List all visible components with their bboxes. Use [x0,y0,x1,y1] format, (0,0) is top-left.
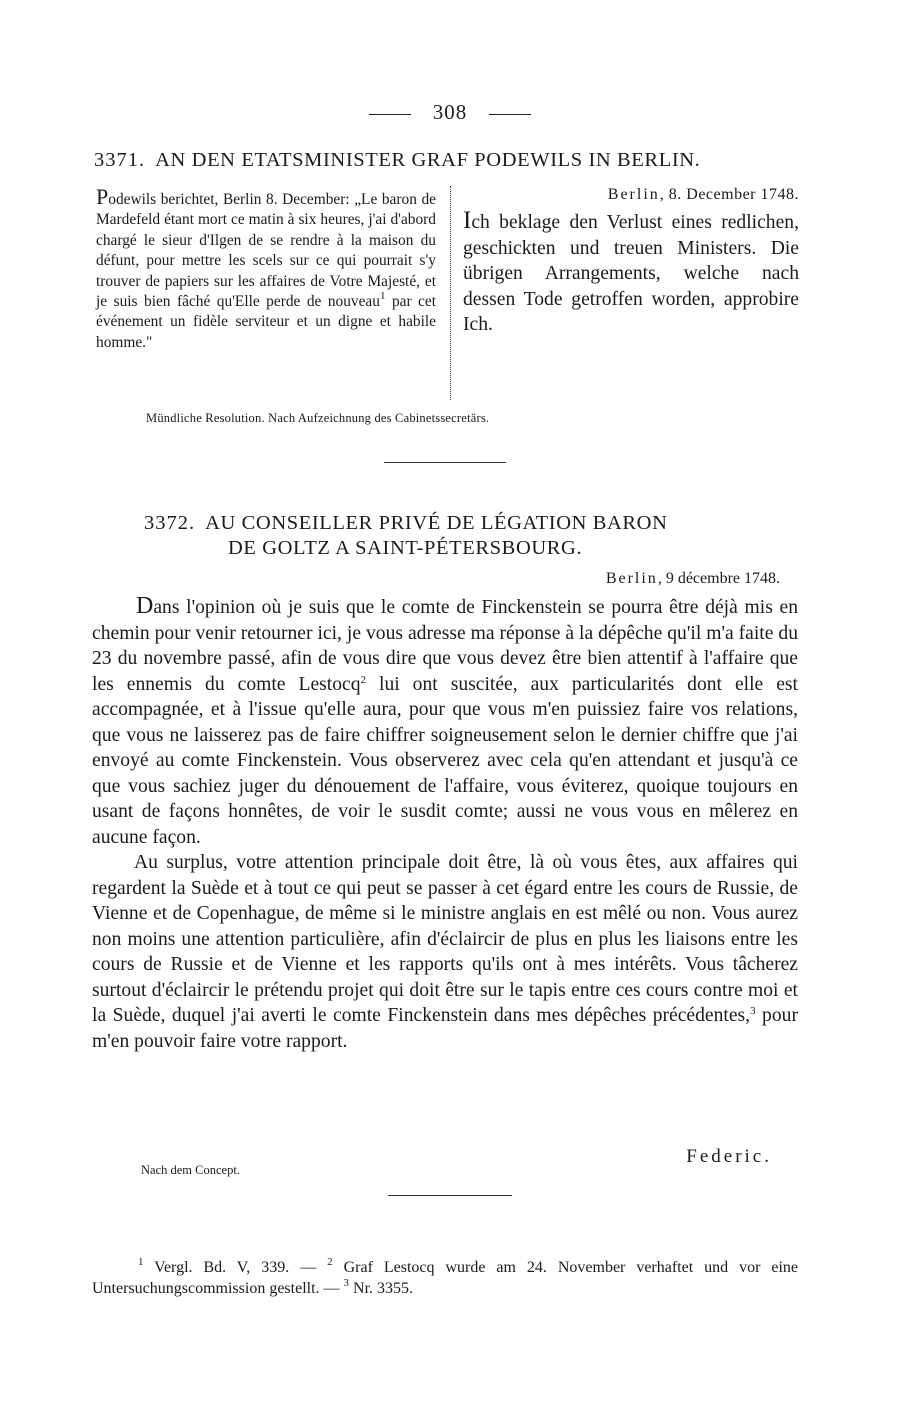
footnote-ref-3: 3 [750,1005,756,1017]
report-text-end: par cet événement un fidèle serviteur et un digne et habile homme." [96,293,437,351]
reply-paragraph [463,208,799,338]
doc-3371-number: 3371. [94,149,146,171]
signature: Federic. [686,1146,772,1167]
dateline-place: Berlin [607,186,660,203]
header-rule-right [489,114,531,115]
footnote-2-text: Graf Lestocq wurde am 24. November verhaftet und vor eine Untersuchungscommission gestellt. — [92,1259,798,1297]
header-rule-left [369,114,411,115]
letter-p2-text-a: Au surplus, votre attention principale doit être, là où vous êtes, aux affaires qui regardent la Suède et à tout ce qui peut se passer à cet égard entre les cours de Russie, de Vienne et de Copenhague, de même si le ministre anglais en est mêlé ou non. Vous aurez non moins une attention particulière, afin d'éclaircir de plus en plus les liaisons entre les cours de Russie et de Vienne et les rapports qu'ils ont à mes intérêts. Vous tâcherez surtout d'éclaircir le prétendu projet qui doit être sur le tapis entre ces cours contre moi et la Suède, duquel j'ai averti le comte Finckenstein dans mes dépêches précédentes, [92,852,798,1026]
doc-3372-dateline [480,570,780,588]
doc-3371-source-note: Mündliche Resolution. Nach Aufzeichnung des Cabinetssecretärs. [146,411,490,425]
doc-3371-dateline [463,186,799,204]
doc-3372-number: 3372. [144,512,196,534]
reply-initial: I [463,207,472,234]
doc-3371-report [96,184,437,353]
footnote-mark-3: 3 [343,1277,350,1289]
report-text: odewils berichtet, Berlin 8. December: „Le baron de Mardefeld étant mort ce matin à six heures, j'ai d'abord chargé le sieur d'Ilgen de se rendre à la maison du défunt, pour mettre les scels sur ce qui pourrait s'y trouver de papiers sur les affaires de Votre Majesté, et je suis bien fâché qu'Elle perde de nouveau [96,191,436,311]
footnote-paragraph [92,1257,798,1299]
footnote-3-text: Nr. 3355. [349,1280,414,1297]
doc-3372-heading [144,511,784,561]
footnote-mark-2: 2 [327,1256,333,1268]
footnote-separator [388,1195,512,1196]
dateline-place: Berlin [605,570,658,587]
doc-3372-letter [92,594,798,1054]
page-number: 308 [432,100,468,124]
doc-3372-title-line1: AU CONSEILLER PRIVÉ DE LÉGATION BARON [205,512,668,534]
column-divider [450,186,451,400]
doc-3371-reply [463,186,799,338]
letter-paragraph-2 [92,850,798,1054]
section-separator [384,462,506,463]
dateline-date: , 9 décembre 1748. [657,570,780,587]
doc-3371-heading [94,149,814,172]
reply-text: ch beklage den Verlust eines redlichen, geschickten und treuen Ministers. Die übrigen Arrangements, welche nach dessen Tode getroffen worden, approbire Ich. [463,212,799,335]
footnote-mark-1: 1 [138,1256,144,1268]
dateline-date: , 8. December 1748. [659,186,799,203]
footnotes [92,1257,798,1299]
report-paragraph [96,184,437,353]
letter-p2-text-b: pour m'en pouvoir faire votre rapport. [92,1005,798,1052]
doc-3371-title: AN DEN ETATSMINISTER GRAF PODEWILS IN BERLIN. [155,149,701,171]
letter-paragraph-1 [92,594,798,850]
letter-p1-text-a: ans l'opinion où je suis que le comte de Finckenstein se pourra être déjà mis en chemin pour venir retourner ici, je vous adresse ma réponse à la dépêche qu'il m'a faite du 23 du novembre passé, afin de vous dire que vous devez être bien attentif à l'affaire que les ennemis du comte Lestocq [92,597,798,695]
page-number-header [0,100,900,125]
doc-3372-title-line2: DE GOLTZ A SAINT-PÉTERSBOURG. [228,537,583,559]
doc-3372-source-note: Nach dem Concept. [141,1163,240,1177]
letter-p1-text-b: lui ont suscitée, aux particularités dont elle est accompagnée, et à l'issue qu'elle aura, pour que vous m'en puissiez faire vos relations, que vous ne laisserez pas de faire chiffrer soigneusement selon le dernier chiffre que j'ai envoyé au comte Finckenstein. Vous observerez avec cela qu'en attendant et jusqu'à ce que vous sachiez juger du dénouement de l'affaire, vous éviterez, quoique toujours en usant de façons honnêtes, de voir le susdit comte; aussi ne vous vous en mêlerez en aucune façon. [92,673,799,848]
letter-initial: D [136,593,154,619]
footnote-ref-1: 1 [379,290,386,303]
footnote-1-text: Vergl. Bd. V, 339. — [143,1259,328,1276]
footnote-ref-2: 2 [360,673,367,686]
report-initial: P [96,184,109,209]
